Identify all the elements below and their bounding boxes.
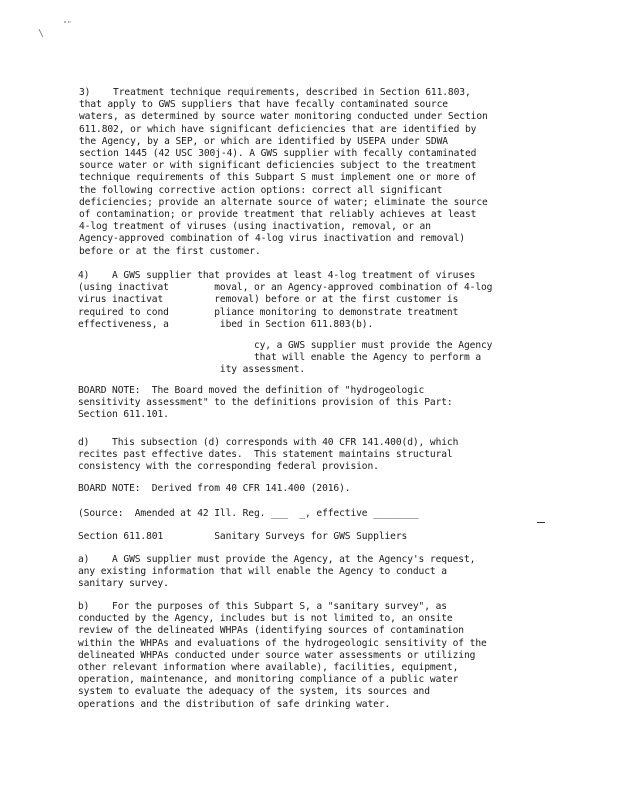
text-line: consistency with the corresponding federal provision. (78, 461, 379, 473)
text-line: review of the delineated WHPAs (identifying sources of contamination (78, 625, 464, 637)
text-line: required to cond pliance monitoring to demonstrate treatment (78, 306, 459, 318)
text-line: deficiencies; provide an alternate source of water; eliminate the source (79, 196, 488, 208)
text-line: before or at the first customer. (79, 245, 261, 257)
text-line: any existing information that will enable the Agency to conduct a (78, 566, 447, 578)
text-line: virus inactivat removal) before or at the first customer is (78, 294, 459, 306)
text-line: that apply to GWS suppliers that have fecally contaminated source (79, 99, 448, 111)
text-line: system to evaluate the adequacy of the system, its sources and (78, 686, 430, 698)
text-line: 611.802, or which have significant deficiencies that are identified by (79, 123, 477, 135)
text-line: the Agency, by a SEP, or which are identified by USEPA under SDWA (79, 135, 448, 147)
text-line: effectiveness, a ibed in Section 611.803(b). (78, 318, 374, 330)
text-line: 4-log treatment of viruses (using inactivation, removal, or an (79, 221, 431, 233)
text-line: sanitary survey. (78, 578, 169, 590)
text-line: that will enable the Agency to perform a (78, 352, 481, 364)
text-line: other relevant information where available), facilities, equipment, (78, 662, 459, 673)
text-line: ity assessment. (78, 364, 306, 376)
text-line: cy, a GWS supplier must provide the Agency (78, 340, 493, 351)
text-line: operations and the distribution of safe drinking water. (78, 698, 391, 710)
text-line: d) This subsection (d) corresponds with 40 CFR 141.400(d), which (78, 437, 459, 448)
text-line: within the WHPAs and evaluations of the hydrogeologic sensitivity of the (78, 637, 487, 649)
text-line: of contamination; or provide treatment that reliably achieves at least (79, 209, 477, 220)
text-line: the following corrective action options: correct all significant (79, 184, 443, 196)
text-line: Section 611.101. (78, 409, 169, 421)
text-line: Agency-approved combination of 4-log virus inactivation and removal) (79, 233, 465, 245)
scan-mark: \ (38, 28, 45, 39)
text-line: recites past effective dates. This statement maintains structural (78, 449, 453, 461)
text-line: operation, maintenance, and monitoring compliance of a public water (78, 674, 459, 686)
text-line: waters, as determined by source water monitoring conducted under Section (79, 111, 488, 123)
text-line: (Source: Amended at 42 Ill. Reg. ___ _, effective ________ (78, 508, 419, 519)
text-line: source water or with significant deficiencies subject to the treatment (79, 160, 477, 172)
text-line: b) For the purposes of this Subpart S, a "sanitary survey", as (78, 601, 447, 612)
text-line: (using inactivat moval, or an Agency-approved combination of 4-log (78, 282, 493, 294)
text-line: a) A GWS supplier must provide the Agency, at the Agency's request, (78, 554, 476, 565)
text-line: Section 611.801 Sanitary Surveys for GWS Suppliers (78, 531, 408, 542)
blank-underline (537, 522, 545, 523)
text-line: BOARD NOTE: The Board moved the definition of "hydrogeologic (78, 385, 425, 396)
text-line: delineated WHPAs conducted under source water assessments or utilizing (78, 649, 476, 661)
text-line: conducted by the Agency, includes but is not limited to, an onsite (78, 613, 453, 625)
text-line: 4) A GWS supplier that provides at least 4-log treatment of viruses (78, 270, 476, 281)
text-line: BOARD NOTE: Derived from 40 CFR 141.400 (2016). (78, 483, 351, 494)
text-line: sensitivity assessment" to the definitions provision of this Part: (78, 397, 453, 409)
scan-mark: "" (63, 20, 72, 28)
text-line: 3) Treatment technique requirements, described in Section 611.803, (79, 87, 471, 98)
text-line: section 1445 (42 USC 300j-4). A GWS supplier with fecally contaminated (79, 148, 477, 159)
text-line: technique requirements of this Subpart S must implement one or more of (79, 172, 477, 184)
